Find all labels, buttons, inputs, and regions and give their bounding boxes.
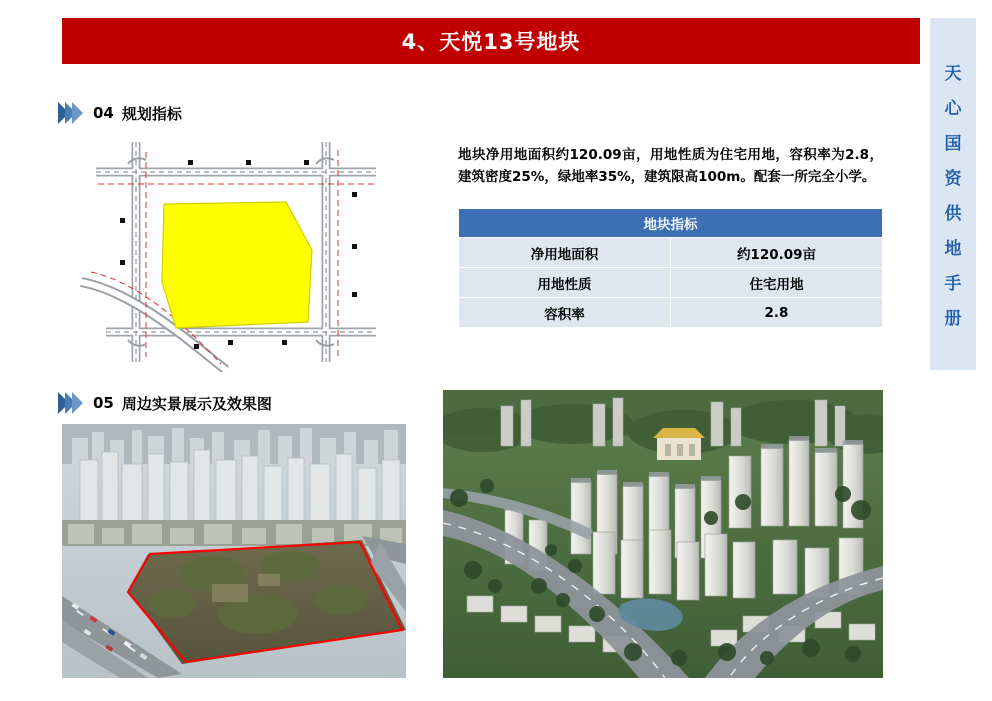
section-label: 规划指标 xyxy=(121,104,182,123)
table-cell-value: 2.8 xyxy=(671,298,883,328)
page-title-banner xyxy=(62,18,920,64)
indicator-table xyxy=(458,208,883,328)
plan-map-svg xyxy=(76,132,406,372)
table-cell-label: 净用地面积 xyxy=(459,238,671,268)
side-tab-char: 国 xyxy=(944,134,962,154)
table-title-cell: 地块指标 xyxy=(459,209,883,238)
site-photo xyxy=(62,424,406,678)
side-tab-char: 手 xyxy=(944,274,962,294)
table-cell-value: 住宅用地 xyxy=(671,268,883,298)
side-tab-char: 天 xyxy=(944,64,962,84)
table-cell-label: 用地性质 xyxy=(459,268,671,298)
chevron-right-icon xyxy=(62,392,83,414)
section-heading-05 xyxy=(62,392,272,414)
side-tab-char: 册 xyxy=(944,309,962,329)
side-tab-char: 资 xyxy=(944,169,962,189)
side-tab-char: 心 xyxy=(944,99,962,119)
section-label: 周边实景展示及效果图 xyxy=(121,394,272,413)
table-row xyxy=(459,298,883,328)
page-title: 4、天悦13号地块 xyxy=(401,30,581,54)
table-cell-label: 容积率 xyxy=(459,298,671,328)
table-header-row xyxy=(459,209,883,238)
plan-map-figure xyxy=(76,132,406,372)
render-photo-svg xyxy=(443,390,883,678)
table-row xyxy=(459,238,883,268)
site-photo-svg xyxy=(62,424,406,678)
chevron-right-icon xyxy=(62,102,83,124)
section-number: 05 xyxy=(93,394,114,412)
side-tab xyxy=(930,18,976,370)
render-photo xyxy=(443,390,883,678)
section-number: 04 xyxy=(93,104,114,122)
description-text: 地块净用地面积约120.09亩，用地性质为住宅用地，容积率为2.8，建筑密度25%，绿地率35%，建筑限高100m。配套一所完全小学。 xyxy=(458,146,883,185)
side-tab-char: 供 xyxy=(944,204,962,224)
section-heading-04 xyxy=(62,102,182,124)
side-tab-char: 地 xyxy=(944,239,962,259)
table-row xyxy=(459,268,883,298)
table-cell-value: 约120.09亩 xyxy=(671,238,883,268)
